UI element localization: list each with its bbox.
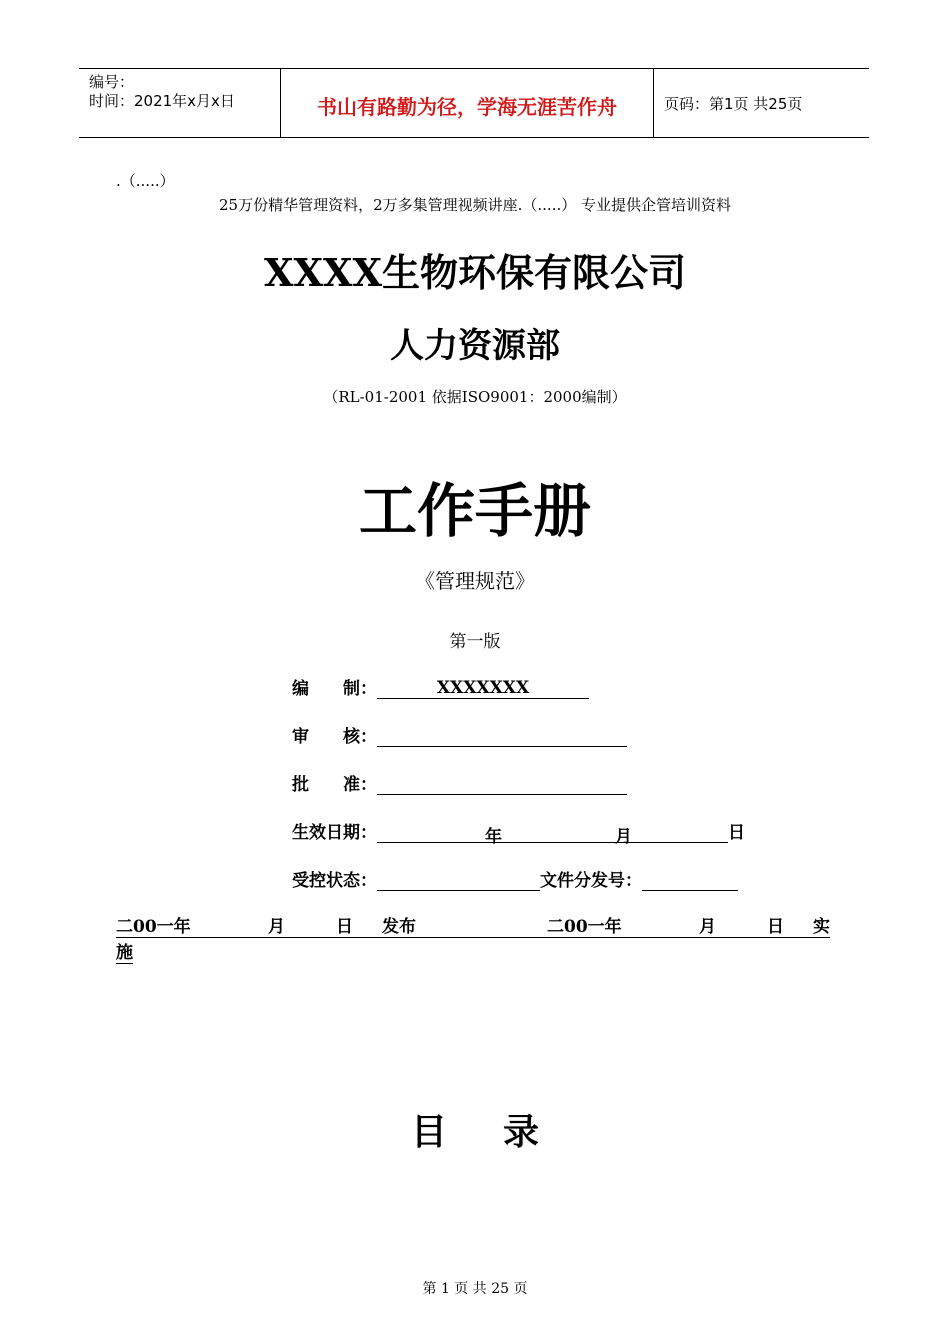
header-motto: 书山有路勤为径，学海无涯苦作舟 — [317, 95, 617, 119]
release-month: 月 — [268, 912, 336, 938]
impl-day: 日 — [767, 912, 813, 938]
control-status-field — [292, 866, 738, 891]
compiled-label: 编 制： — [292, 679, 377, 699]
company-name: XXXX生物环保有限公司 — [264, 250, 686, 295]
header-table — [79, 68, 869, 138]
header-motto-cell — [281, 69, 654, 137]
approved-blank — [377, 774, 627, 795]
effective-date-label: 生效日期： — [292, 823, 377, 843]
toc-char-2: 录 — [503, 1112, 540, 1153]
impl-word-2: 施 — [116, 938, 133, 964]
control-status-blank — [377, 870, 540, 891]
document-code: （RL-01-2001 依据ISO9001：2000编制） — [323, 388, 627, 406]
document-number-label: 编号： — [89, 73, 135, 91]
reviewed-blank — [377, 726, 627, 747]
distribution-number-label: 文件分发号： — [540, 871, 642, 891]
release-year: 二00一年 — [116, 912, 268, 938]
effective-year: 年 — [377, 822, 502, 843]
control-status-label: 受控状态： — [292, 871, 377, 891]
header-page-info: 页码：第1页 共25页 — [664, 95, 803, 113]
document-title: 工作手册 — [358, 477, 591, 545]
department-name: 人力资源部 — [390, 326, 560, 366]
effective-day: 日 — [728, 823, 745, 843]
impl-word-1: 实 — [813, 912, 830, 938]
release-day: 日 — [336, 912, 382, 938]
document-time: 时间：2021年x月x日 — [89, 92, 235, 110]
compiled-value: XXXXXXX — [377, 678, 589, 699]
release-word: 发布 — [382, 912, 547, 938]
reviewed-label: 审 核： — [292, 727, 377, 747]
edition-label: 第一版 — [449, 632, 501, 652]
preface-line-2: 25万份精华管理资料，2万多集管理视频讲座.（.....） 专业提供企管培训资料 — [218, 196, 731, 214]
reviewed-field — [292, 722, 627, 747]
header-meta-cell — [79, 69, 281, 137]
header-page-cell — [654, 69, 869, 137]
preface-line-1: .（.....） — [116, 172, 175, 190]
page-footer: 第 1 页 共 25 页 — [422, 1281, 528, 1297]
approved-label: 批 准： — [292, 775, 377, 795]
effective-day-blank — [632, 822, 728, 843]
distribution-number-blank — [642, 870, 738, 891]
compiled-field — [292, 674, 589, 699]
effective-date-field — [292, 818, 745, 847]
approved-field — [292, 770, 627, 795]
table-of-contents-heading — [0, 1104, 950, 1155]
impl-year: 二00一年 — [547, 912, 699, 938]
toc-char-1: 目 — [410, 1112, 447, 1153]
document-subtitle: 《管理规范》 — [415, 569, 535, 593]
effective-month: 月 — [502, 822, 632, 843]
publish-row — [116, 912, 830, 938]
impl-month: 月 — [699, 912, 767, 938]
